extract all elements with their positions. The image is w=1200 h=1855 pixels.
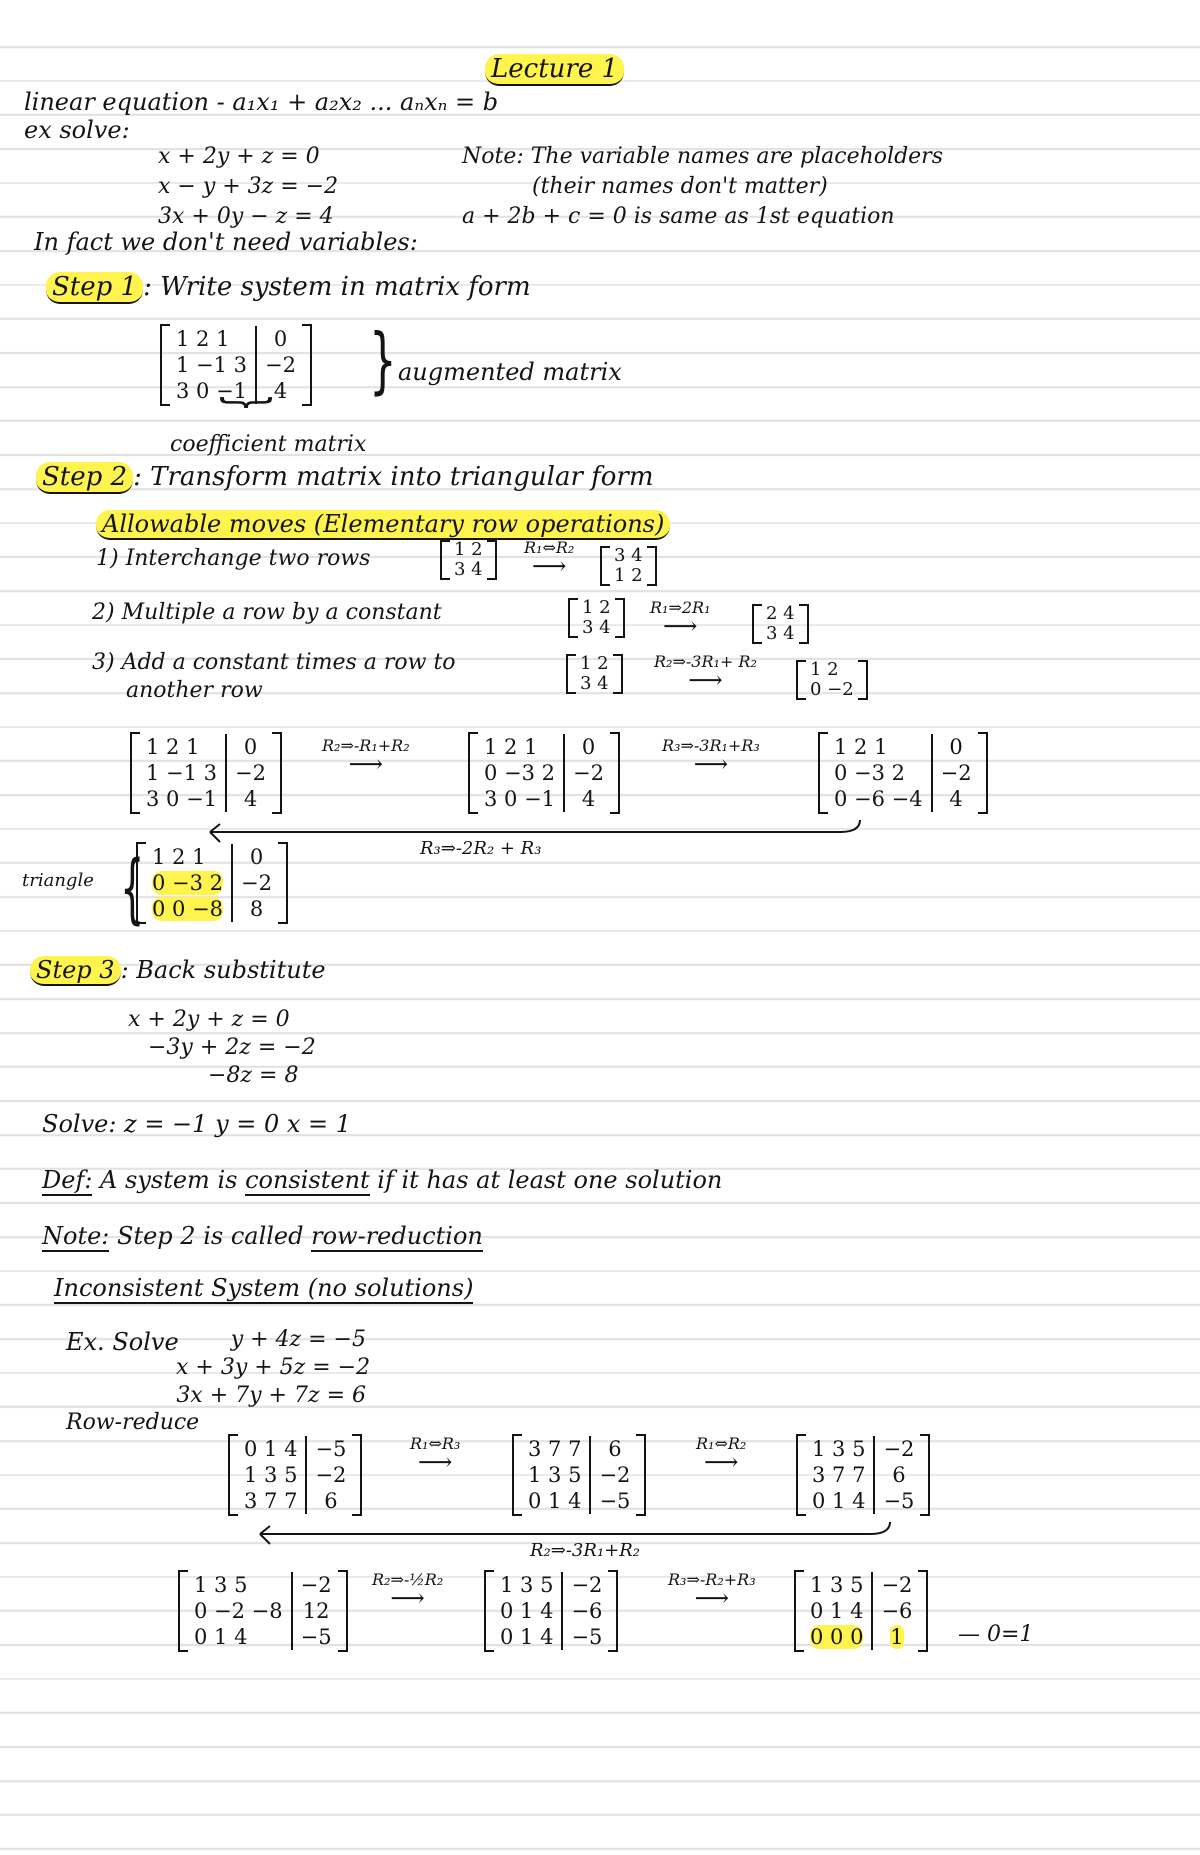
move-3-text: 3) Add a constant times a row to (92, 650, 456, 675)
back-substitution-equations: x + 2y + z = 0 −3y + 2z = −2 −8z = 8 (128, 1007, 316, 1088)
move-3-arrow: R₂⇒-3R₁+ R₂ ⟶ (654, 652, 757, 694)
move-1-after: 3 4 1 2 (600, 546, 657, 586)
step2-label: Step 2 (36, 462, 133, 494)
ex-solve-2: Ex. Solve (66, 1328, 179, 1356)
step1-label: Step 1 (46, 272, 143, 304)
left-brace-icon: { (120, 843, 145, 932)
row-reduction-note: Note: Step 2 is called row-reduction (42, 1222, 483, 1250)
step1-heading (46, 272, 531, 302)
move-2-text: 2) Multiple a row by a constant (92, 600, 442, 625)
note-line-2: (their names don't matter) (532, 174, 828, 199)
right-brace-icon: } (369, 318, 397, 402)
note-line-3: a + 2b + c = 0 is same as 1st equation (462, 204, 895, 229)
inc-arrow-1: R₁⇔R₃ ⟶ (410, 1434, 461, 1476)
step3-text: : Back substitute (120, 956, 326, 984)
page-title: Lecture 1 (485, 54, 624, 84)
move-2-after: 2 4 3 4 (752, 604, 809, 644)
triangle-label: triangle (22, 870, 94, 891)
allowable-moves-title: Allowable moves (Elementary row operations) (96, 510, 670, 538)
inc-arrow-2: R₁⇔R₂ ⟶ (696, 1434, 747, 1476)
back-op-label: R₃⇒-2R₂ + R₃ (420, 838, 542, 859)
solution-line: Solve: z = −1 y = 0 x = 1 (42, 1110, 352, 1138)
step1-text: : Write system in matrix form (143, 272, 531, 302)
consistent-definition: Def: A system is consistent if it has at least one solution (42, 1166, 723, 1194)
contradiction-note: — 0=1 (958, 1622, 1034, 1647)
move-3-after: 1 2 0 −2 (796, 660, 868, 700)
step3-heading (30, 956, 326, 984)
equation-2: x − y + 3z = −2 (158, 174, 339, 199)
move-1-arrow: R₁⇔R₂ ⟶ (524, 538, 575, 580)
augmented-matrix-label: augmented matrix (398, 358, 622, 386)
move-1-text: 1) Interchange two rows (96, 546, 371, 571)
chain-matrix-2: 1 2 1 0 −3 2 3 0 −1 0 −2 4 (468, 732, 620, 814)
ex-solve-label: ex solve: (24, 116, 130, 144)
inconsistent-system: y + 4z = −5 x + 3y + 5z = −2 3x + 7y + 7z = 6 (176, 1327, 371, 1408)
step2-text: : Transform matrix into triangular form (133, 462, 654, 492)
inc-arrow-4: R₃⇒-R₂+R₃ ⟶ (668, 1570, 756, 1612)
triangle-matrix: 1 2 1 0 −3 2 0 0 −8 0 −2 8 (136, 842, 288, 924)
inc-matrix-4: 1 3 5 0 −2 −8 0 1 4 −2 12 −5 (178, 1570, 348, 1652)
step2-heading (36, 462, 654, 492)
inc-matrix-5: 1 3 5 0 1 4 0 1 4 −2 −6 −5 (484, 1570, 618, 1652)
inc-matrix-6: 1 3 5 0 1 4 0 0 0 −2 −6 1 (794, 1570, 928, 1652)
inc-matrix-2: 3 7 7 1 3 5 0 1 4 6 −2 −5 (512, 1434, 646, 1516)
augmented-matrix: 1 2 1 1 −1 3 3 0 −1 0 −2 4 (160, 324, 312, 406)
inc-arrow-3: R₂⇒-½R₂ ⟶ (372, 1570, 444, 1612)
move-2-before: 1 2 3 4 (568, 598, 625, 638)
equation-3: 3x + 0y − z = 4 (158, 204, 334, 229)
move-1-before: 1 2 3 4 (440, 540, 497, 580)
chain-arrow-2: R₃⇒-3R₁+R₃ ⟶ (662, 736, 760, 778)
step3-label: Step 3 (30, 956, 121, 986)
inc-back-op-label: R₂⇒-3R₁+R₂ (530, 1540, 641, 1561)
chain-arrow-1: R₂⇒-R₁+R₂ ⟶ (322, 736, 410, 778)
move-3-before: 1 2 3 4 (566, 654, 623, 694)
chain-matrix-3: 1 2 1 0 −3 2 0 −6 −4 0 −2 4 (818, 732, 988, 814)
equation-1: x + 2y + z = 0 (158, 144, 320, 169)
inconsistent-title: Inconsistent System (no solutions) (54, 1274, 474, 1302)
coefficient-matrix-label: coefficient matrix (170, 432, 367, 457)
move-3-text-cont: another row (126, 678, 263, 703)
inc-matrix-3: 1 3 5 3 7 7 0 1 4 −2 6 −5 (796, 1434, 930, 1516)
linear-equation-definition: linear equation - a₁x₁ + a₂x₂ ... aₙxₙ = b (24, 88, 499, 116)
move-2-arrow: R₁⇒2R₁ ⟶ (650, 598, 711, 640)
inc-matrix-1: 0 1 4 1 3 5 3 7 7 −5 −2 6 (228, 1434, 362, 1516)
under-brace-icon: } (215, 393, 281, 412)
no-variables-note: In fact we don't need variables: (34, 228, 418, 256)
placeholder-note (462, 142, 943, 232)
example-system (158, 142, 338, 232)
chain-matrix-1: 1 2 1 1 −1 3 3 0 −1 0 −2 4 (130, 732, 282, 814)
note-line-1: Note: The variable names are placeholders (462, 144, 943, 169)
row-reduce-label: Row-reduce (66, 1410, 200, 1435)
